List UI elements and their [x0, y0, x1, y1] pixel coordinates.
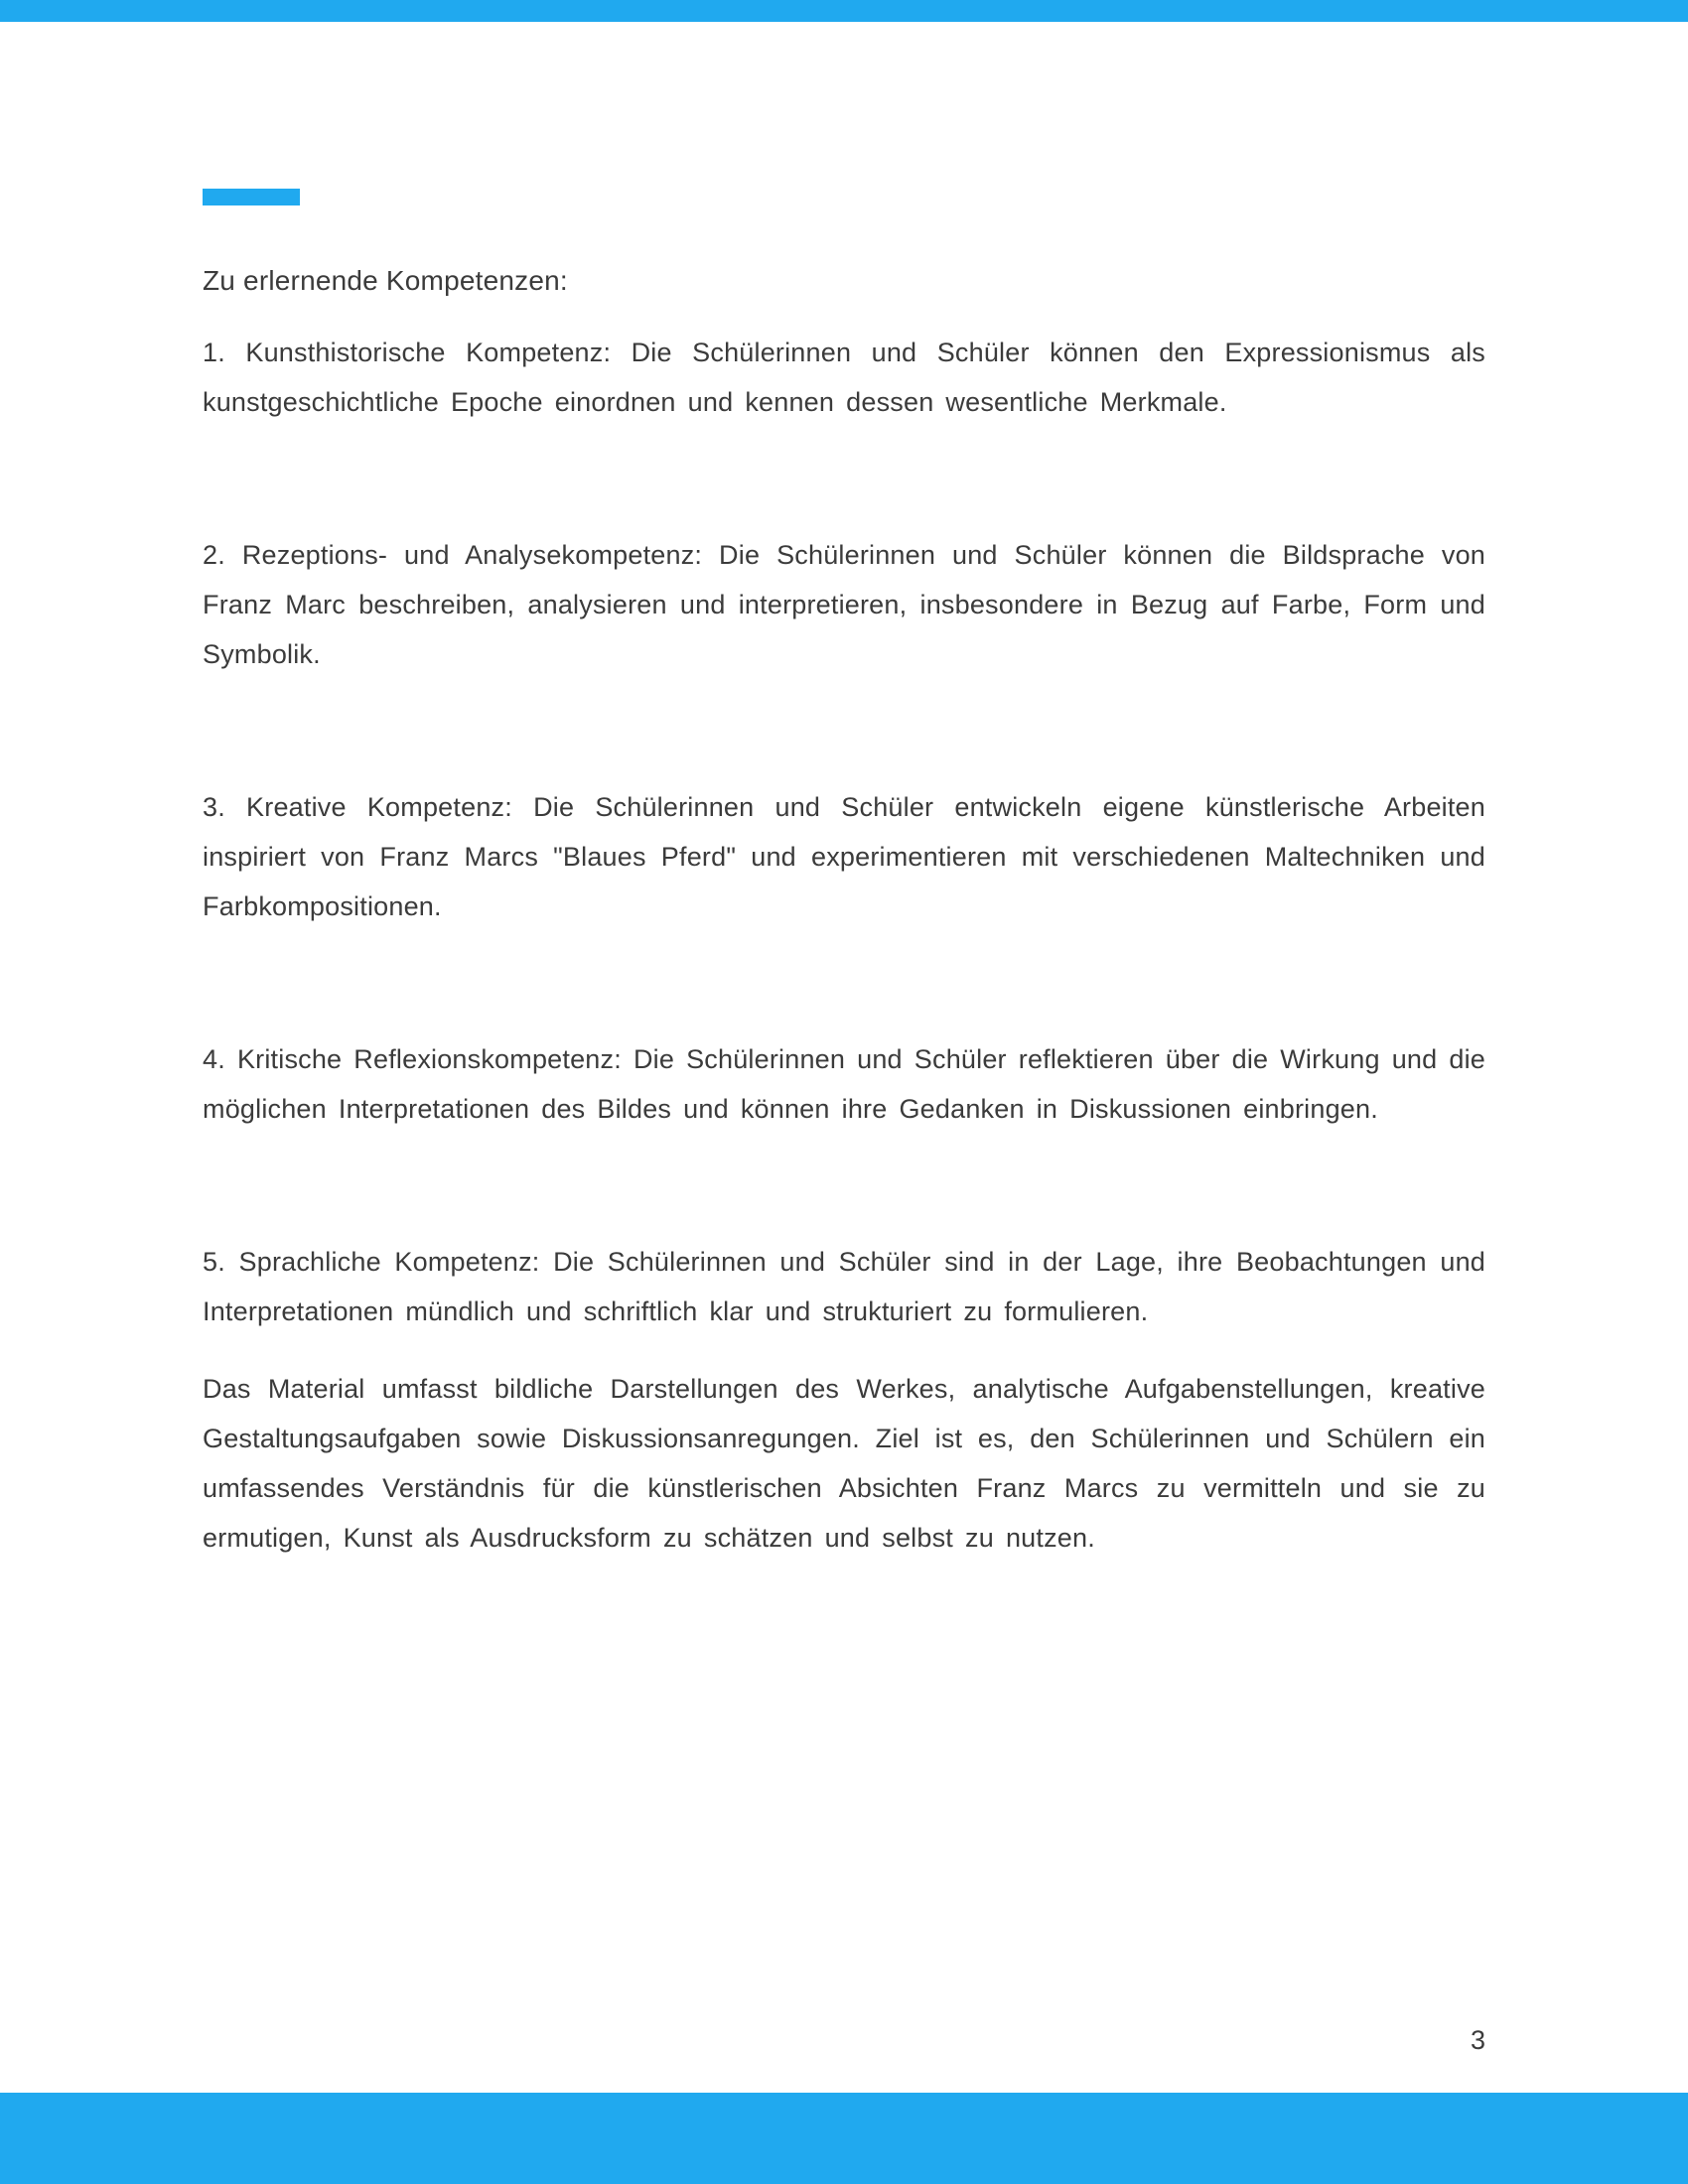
section-accent-marker — [203, 189, 300, 205]
page-content — [203, 262, 1485, 1563]
competency-item-3: 3. Kreative Kompetenz: Die Schülerinnen und Schüler entwickeln eigene künstlerische Arbeiten inspiriert von Franz Marcs "Blaues Pferd" und experimentieren mit verschiedenen Maltechniken und Farbkompositionen. — [203, 792, 1485, 921]
section-heading: Zu erlernende Kompetenzen: — [203, 265, 568, 296]
competency-item-1: 1. Kunsthistorische Kompetenz: Die Schülerinnen und Schüler können den Expressionismus als kunstgeschichtliche Epoche einordnen und kennen dessen wesentliche Merkmale. — [203, 338, 1485, 417]
bottom-accent-bar — [0, 2093, 1688, 2184]
top-accent-bar — [0, 0, 1688, 22]
competency-item-5: 5. Sprachliche Kompetenz: Die Schülerinnen und Schüler sind in der Lage, ihre Beobachtungen und Interpretationen mündlich und schriftlich klar und strukturiert zu formulieren. — [203, 1247, 1485, 1326]
page-number: 3 — [1470, 2025, 1485, 2055]
closing-paragraph: Das Material umfasst bildliche Darstellungen des Werkes, analytische Aufgabenstellungen, kreative Gestaltungsaufgaben sowie Diskussionsanregungen. Ziel ist es, den Schülerinnen und Schülern ein umfassendes Verständnis für die künstlerischen Absichten Franz Marcs zu vermitteln und sie zu ermutigen, Kunst als Ausdrucksform zu schätzen und selbst zu nutzen. — [203, 1374, 1485, 1553]
competency-item-4: 4. Kritische Reflexionskompetenz: Die Schülerinnen und Schüler reflektieren über die Wirkung und die möglichen Interpretationen des Bildes und können ihre Gedanken in Diskussionen einbringen. — [203, 1044, 1485, 1124]
competency-item-2: 2. Rezeptions- und Analysekompetenz: Die Schülerinnen und Schüler können die Bildsprache von Franz Marc beschreiben, analysieren und interpretieren, insbesondere in Bezug auf Farbe, Form und Symbolik. — [203, 540, 1485, 669]
